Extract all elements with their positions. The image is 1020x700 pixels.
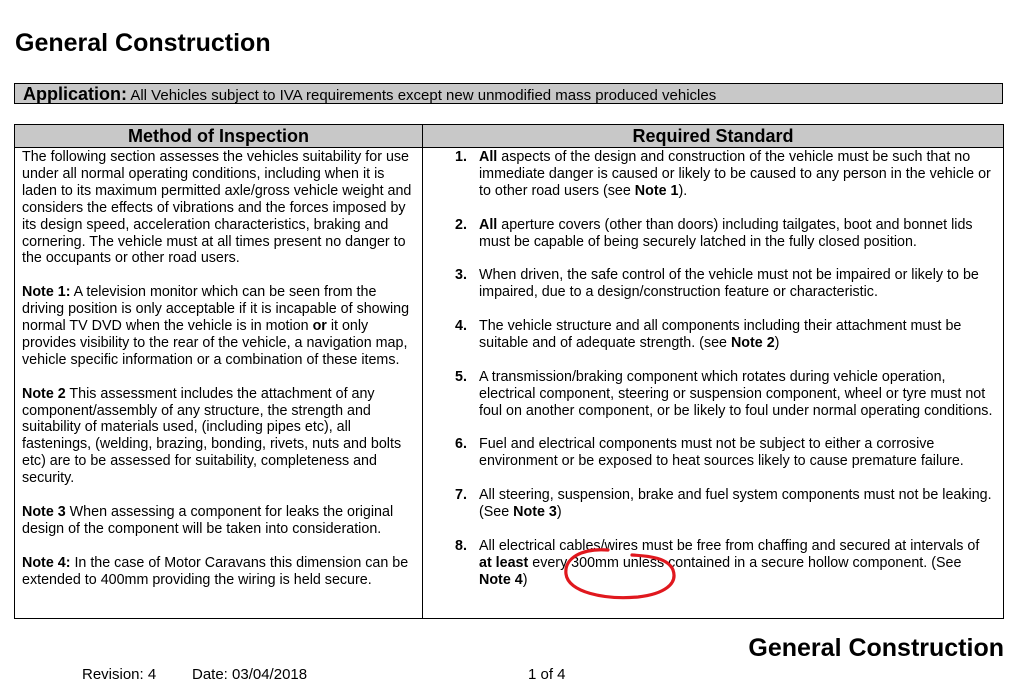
- standard-bold: Note 2: [730, 334, 775, 351]
- standard-number: 8.: [455, 537, 467, 554]
- standard-bold: Note 4: [479, 571, 523, 588]
- standard-text: Fuel and electrical components must not be subject to either a corrosive environment or be exposed to heat sources likely to cause premature failure.: [479, 436, 964, 470]
- note-1-or: or: [312, 318, 327, 335]
- standard-bold: at least: [479, 554, 529, 571]
- standard-text: [479, 538, 995, 589]
- standard-text: When driven, the safe control of the vehicle must not be impaired or likely to be impaired, due to a design/construction feature or characteristic.: [479, 267, 979, 301]
- note-3: [22, 504, 418, 538]
- note-2: [22, 386, 418, 487]
- standard-item-1: [433, 149, 995, 200]
- standard-span: ).: [678, 182, 688, 199]
- standard-text: [479, 217, 995, 251]
- standard-bold: All: [479, 149, 498, 165]
- note-1-text: A television monitor which can be seen from the driving position is only acceptable if it is incapable of showing normal TV DVD when the vehicle is in motion: [22, 284, 410, 335]
- application-bar: [14, 83, 1003, 104]
- standard-item-3: [433, 267, 995, 301]
- note-1-label: Note 1:: [22, 284, 71, 301]
- footer-date: Date: 03/04/2018: [192, 666, 308, 683]
- standard-number: 6.: [455, 436, 467, 453]
- note-4: [22, 555, 418, 589]
- standard-number: 1.: [455, 149, 467, 165]
- standard-bold: Note 3: [513, 503, 557, 520]
- standard-number: 4.: [455, 318, 467, 335]
- note-1-text-cont: it only provides visibility to the rear of the vehicle, a navigation map, vehicle specific information or a combination of these items.: [22, 318, 408, 368]
- application-text: All Vehicles subject to IVA requirements except new unmodified mass produced vehicles: [130, 87, 717, 104]
- standard-span: All steering, suspension, brake and fuel system components must not be leaking. (See: [479, 487, 992, 520]
- standard-span: aspects of the design and construction of the vehicle must be such that no immediate danger is caused or likely to be caused to any person in the vehicle or to other road users (see: [479, 149, 991, 199]
- application-label: Application:: [23, 84, 127, 104]
- standard-number: 3.: [455, 267, 467, 284]
- standard-text: [479, 149, 995, 200]
- note-4-text: In the case of Motor Caravans this dimension can be extended to 400mm providing the wiring is held secure.: [22, 554, 409, 588]
- note-4-label: Note 4:: [22, 554, 71, 571]
- method-cell: [15, 148, 423, 619]
- standard-item-2: [433, 217, 995, 251]
- method-intro: The following section assesses the vehicles suitability for use under all normal operating conditions, including when it is laden to its maximum permitted axle/gross vehicle weight and considers the effects of vibrations and the forces imposed by its design speed, acceleration characteristics, braking and cornering. The vehicle must at all times present no danger to the occupants or other road users.: [22, 149, 412, 267]
- standard-span: ): [774, 334, 780, 351]
- header-method-of-inspection: Method of Inspection: [15, 125, 423, 148]
- standard-text: [479, 318, 995, 352]
- standard-item-8: [433, 538, 995, 589]
- standard-span: aperture covers (other than doors) including tailgates, boot and bonnet lids must be capable of being securely latched in the fully closed position.: [479, 216, 973, 250]
- note-1: [22, 284, 418, 369]
- standard-number: 2.: [455, 216, 467, 233]
- standard-bold: All: [479, 216, 498, 233]
- standard-item-4: [433, 318, 995, 352]
- standard-item-6: [433, 436, 995, 470]
- standard-cell: [423, 148, 1004, 619]
- note-3-label: Note 3: [22, 503, 66, 520]
- standard-item-5: [433, 369, 995, 420]
- note-3-text: When assessing a component for leaks the original design of the component will be taken into consideration.: [22, 503, 394, 537]
- note-2-text: This assessment includes the attachment of any component/assembly of any structure, the strength and suitability of materials used, (including pipes etc), all fastenings, (welding, brazing, bonding, rivets, nuts and bolts etc) are to be assessed for suitability, completeness and security.: [22, 385, 402, 487]
- inspection-table: [14, 124, 1004, 619]
- standard-bold: Note 1: [634, 182, 679, 199]
- standard-span: every 300mm unless contained in a secure hollow component. (See: [528, 554, 962, 571]
- footer-title: General Construction: [748, 634, 1004, 662]
- standard-item-7: [433, 487, 995, 521]
- header-required-standard: Required Standard: [423, 125, 1004, 148]
- footer-revision: Revision: 4: [82, 666, 157, 683]
- standard-span: ): [522, 571, 528, 588]
- standard-span: ): [556, 503, 562, 520]
- standards-list: [433, 149, 995, 588]
- page-title: General Construction: [15, 29, 271, 57]
- standard-number: 7.: [455, 487, 467, 504]
- note-2-label: Note 2: [22, 385, 66, 402]
- standard-span: The vehicle structure and all components including their attachment must be suitable and of adequate strength. (see: [479, 318, 962, 351]
- footer-page-number: 1 of 4: [528, 666, 566, 683]
- standard-text: A transmission/braking component which rotates during vehicle operation, electrical component, steering or suspension component, wheel or tyre must not foul on another component, or be likely to foul under normal operating conditions.: [479, 368, 993, 419]
- standard-text: [479, 487, 995, 521]
- standard-span: All electrical cables/wires must be free from chaffing and secured at intervals of: [479, 537, 980, 554]
- standard-number: 5.: [455, 368, 467, 385]
